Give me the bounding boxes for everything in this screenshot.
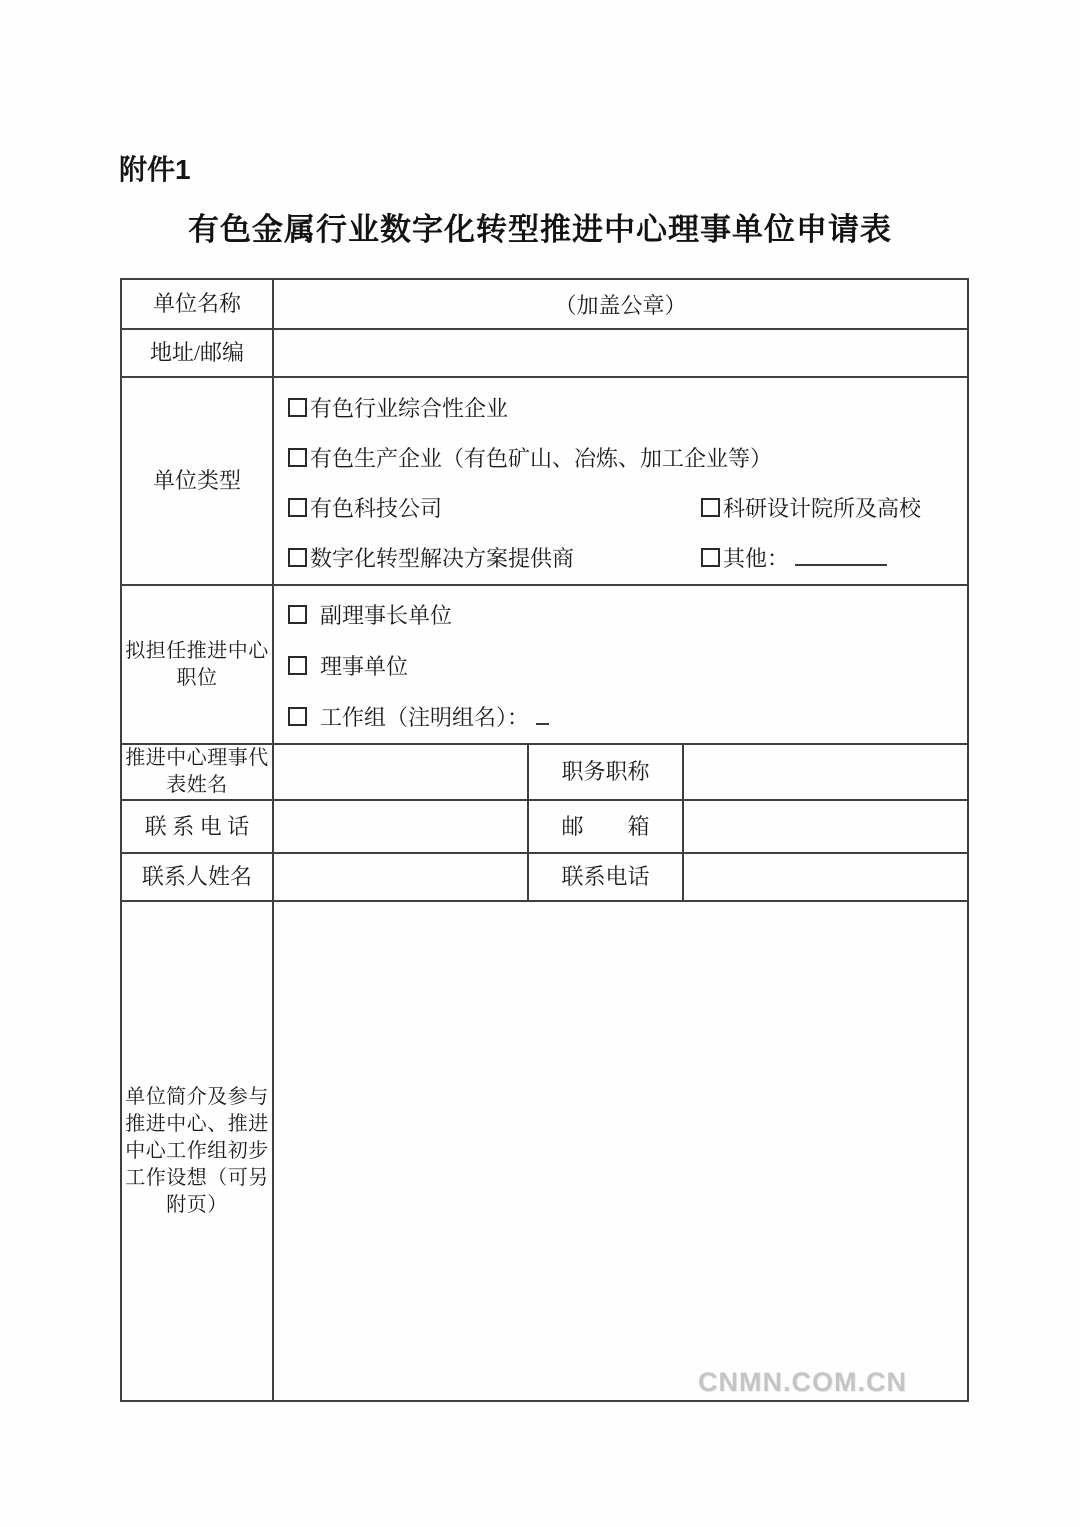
fill-in-line[interactable] — [795, 559, 887, 566]
unit-type-option-row — [288, 384, 967, 434]
rep-title-label: 职务职称 — [528, 744, 683, 800]
checkbox-icon[interactable] — [701, 548, 720, 567]
address-field[interactable] — [273, 329, 968, 377]
unit-type-option-right — [701, 534, 887, 584]
page-title: 有色金属行业数字化转型推进中心理事单位申请表 — [188, 212, 892, 247]
contact-phone-label: 联系电话 — [528, 853, 683, 901]
position-option-row — [288, 692, 967, 743]
row-representative — [121, 744, 968, 800]
unit-name-field[interactable]: （加盖公章） — [273, 279, 968, 329]
attachment-label: 附件1 — [119, 154, 191, 185]
option-label: 工作组（注明组名）： — [320, 705, 530, 730]
position-label: 拟担任推进中心职位 — [121, 585, 273, 744]
email-field[interactable] — [683, 800, 968, 853]
phone-field[interactable] — [273, 800, 528, 853]
row-intro — [121, 901, 968, 1401]
row-phone — [121, 800, 968, 853]
option-label: 副理事长单位 — [320, 603, 453, 628]
checkbox-icon[interactable] — [701, 498, 720, 517]
position-option-row — [288, 641, 967, 692]
intro-label: 单位简介及参与推进中心、推进中心工作组初步工作设想（可另附页） — [121, 901, 273, 1401]
application-form-table — [120, 278, 969, 1402]
unit-type-option-row — [288, 534, 967, 584]
representative-label: 推进中心理事代表姓名 — [121, 744, 273, 800]
fill-in-line[interactable] — [536, 718, 549, 725]
checkbox-icon[interactable] — [288, 498, 307, 517]
contact-phone-field[interactable] — [683, 853, 968, 901]
row-address — [121, 329, 968, 377]
checkbox-icon[interactable] — [288, 707, 307, 726]
option-label: 有色行业综合性企业 — [310, 396, 509, 421]
row-position — [121, 585, 968, 744]
checkbox-icon[interactable] — [288, 398, 307, 417]
row-contact — [121, 853, 968, 901]
representative-field[interactable] — [273, 744, 528, 800]
position-option-row — [288, 590, 967, 641]
checkbox-icon[interactable] — [288, 605, 307, 624]
row-unit-type — [121, 377, 968, 585]
option-label: 数字化转型解决方案提供商 — [310, 546, 575, 571]
option-label: 科研设计院所及高校 — [723, 496, 922, 521]
checkbox-icon[interactable] — [288, 548, 307, 567]
watermark-text: CNMN.COM.CN — [698, 1367, 907, 1397]
checkbox-icon[interactable] — [288, 656, 307, 675]
unit-type-option-right — [701, 484, 921, 534]
option-label: 理事单位 — [320, 654, 409, 679]
unit-type-option-row — [288, 484, 967, 534]
contact-name-field[interactable] — [273, 853, 528, 901]
unit-type-option-row — [288, 434, 967, 484]
email-label: 邮 箱 — [528, 800, 683, 853]
unit-type-options — [273, 377, 968, 585]
option-label: 其他： — [723, 546, 790, 571]
intro-field[interactable] — [273, 901, 968, 1401]
unit-name-label: 单位名称 — [121, 279, 273, 329]
contact-name-label: 联系人姓名 — [121, 853, 273, 901]
address-label: 地址/邮编 — [121, 329, 273, 377]
row-unit-name — [121, 279, 968, 329]
option-label: 有色生产企业（有色矿山、冶炼、加工企业等） — [310, 446, 773, 471]
position-options — [273, 585, 968, 744]
unit-type-label: 单位类型 — [121, 377, 273, 585]
checkbox-icon[interactable] — [288, 448, 307, 467]
rep-title-field[interactable] — [683, 744, 968, 800]
option-label: 有色科技公司 — [310, 496, 443, 521]
phone-label: 联 系 电 话 — [121, 800, 273, 853]
